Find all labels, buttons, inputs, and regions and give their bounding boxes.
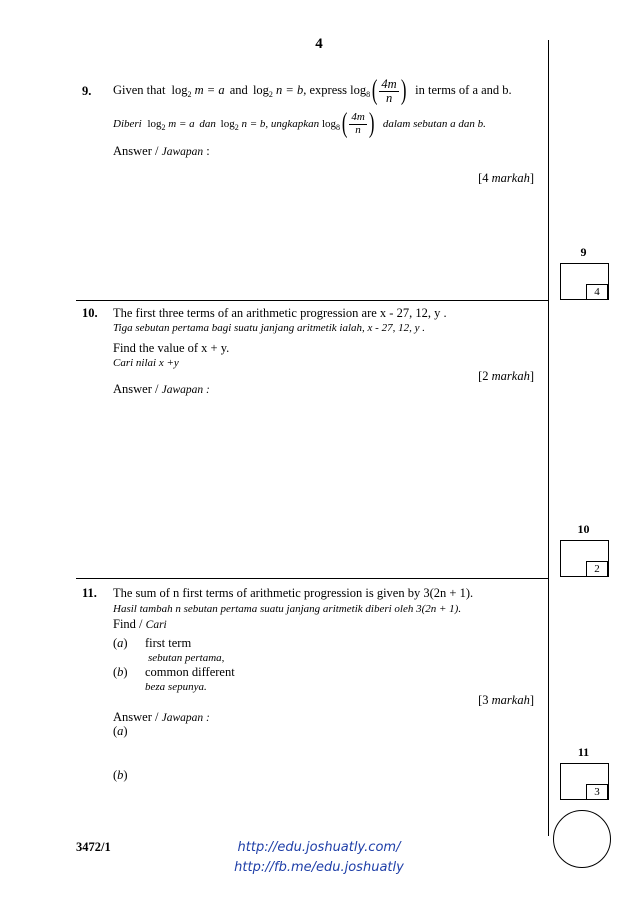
q10-box-label: 10 — [577, 522, 590, 536]
q10-answer-label: Answer / Jawapan : — [113, 382, 210, 396]
q9-malay-line: Diberi $\log_2 m = a$ dan $\log_2 n = b$, ungkapkan $\log_8$( $\frac{4m}{n}$ ) dalam sebutan a dan b. — [113, 108, 486, 140]
q9-answer-label: Answer / Jawapan : — [113, 144, 210, 158]
q9-n-eq-b: n = b — [276, 83, 304, 97]
q9-marks: [4 markah] — [478, 171, 534, 185]
q10-mark-value: 2 — [586, 561, 608, 577]
q9-mark-value: 4 — [586, 284, 608, 300]
q11-marks: [3 markah] — [478, 693, 534, 707]
q11-find: Find / Cari — [113, 617, 167, 631]
q9-base: 2 — [161, 123, 166, 132]
q9-ms-post: dalam sebutan a dan b. — [382, 118, 486, 130]
q9-base8: 8 — [336, 123, 340, 132]
q11-answer-label: Answer / Jawapan : — [113, 710, 210, 724]
q9-en-and: and — [229, 83, 248, 97]
q10-number: 10. — [82, 306, 98, 320]
q11-part-b-label: (b) — [113, 665, 128, 679]
q9-base: 2 — [268, 90, 273, 99]
q11-part-b-en: common different — [145, 665, 235, 679]
q9-n-eq-b: n = b — [241, 118, 266, 130]
q9-ms-pre: Diberi — [113, 118, 142, 130]
q9-ms-express: , ungkapkan — [265, 118, 320, 130]
q9-box-label: 9 — [580, 245, 587, 259]
q9-m-eq-a: m = a — [194, 83, 225, 97]
q10-malay-line: Tiga sebutan pertama bagi suatu janjang aritmetik ialah, x - 27, 12, y . — [113, 322, 425, 334]
q10-marks: [2 markah] — [478, 369, 534, 383]
q9-english-line: Given that $\log_2 m = a$ and $\log_2 n = b$, express $\log_8$( $\frac{4m}{n}$ ) in terms of a and b. — [113, 75, 512, 107]
q9-base: 2 — [187, 90, 192, 99]
paper-code: 3472/1 — [76, 840, 111, 854]
q11-malay-line: Hasil tambah n sebutan pertama suatu janjang aritmetik diberi oleh 3(2n + 1). — [113, 603, 462, 615]
q11-answer-b: (b) — [113, 768, 128, 782]
q10-find-en: Find the value of x + y. — [113, 341, 230, 355]
q10-find-ms: Cari nilai x +y — [113, 357, 179, 369]
q9-en-express: , express — [303, 83, 347, 97]
q11-english-line: The sum of n first terms of arithmetic progression is given by 3(2n + 1). — [113, 586, 474, 600]
website-link[interactable]: http://edu.joshuatly.com/ — [237, 840, 401, 855]
q11-box-label: 11 — [577, 745, 590, 759]
q10-separator — [76, 578, 548, 579]
q11-mark-value: 3 — [586, 784, 608, 800]
q9-base: 2 — [234, 123, 239, 132]
q9-fraction: $\frac{4m}{n}$ — [381, 76, 397, 105]
q10-english-line: The first three terms of an arithmetic progression are x - 27, 12, y . — [113, 306, 447, 320]
q9-base8: 8 — [366, 90, 371, 99]
q9-separator — [76, 300, 548, 301]
facebook-link[interactable]: http://fb.me/edu.joshuatly — [234, 860, 404, 875]
q11-number: 11. — [82, 586, 97, 600]
q9-fraction-ms: $\frac{4m}{n}$ — [351, 111, 365, 136]
q11-part-a-ms: sebutan pertama, — [148, 652, 225, 664]
q11-part-a-en: first term — [145, 636, 192, 650]
margin-vertical-line — [548, 40, 549, 836]
page-number: 4 — [315, 36, 323, 52]
q11-answer-a: (a) — [113, 724, 128, 738]
q9-m-eq-a: m = a — [168, 118, 195, 130]
q9-en-post: in terms of a and b. — [415, 83, 512, 97]
q11-part-a-label: (a) — [113, 636, 128, 650]
q9-number: 9. — [82, 84, 92, 98]
q9-ms-and: dan — [199, 118, 216, 130]
q11-part-b-ms: beza sepunya. — [145, 681, 207, 693]
q9-en-pre: Given that — [113, 83, 166, 97]
